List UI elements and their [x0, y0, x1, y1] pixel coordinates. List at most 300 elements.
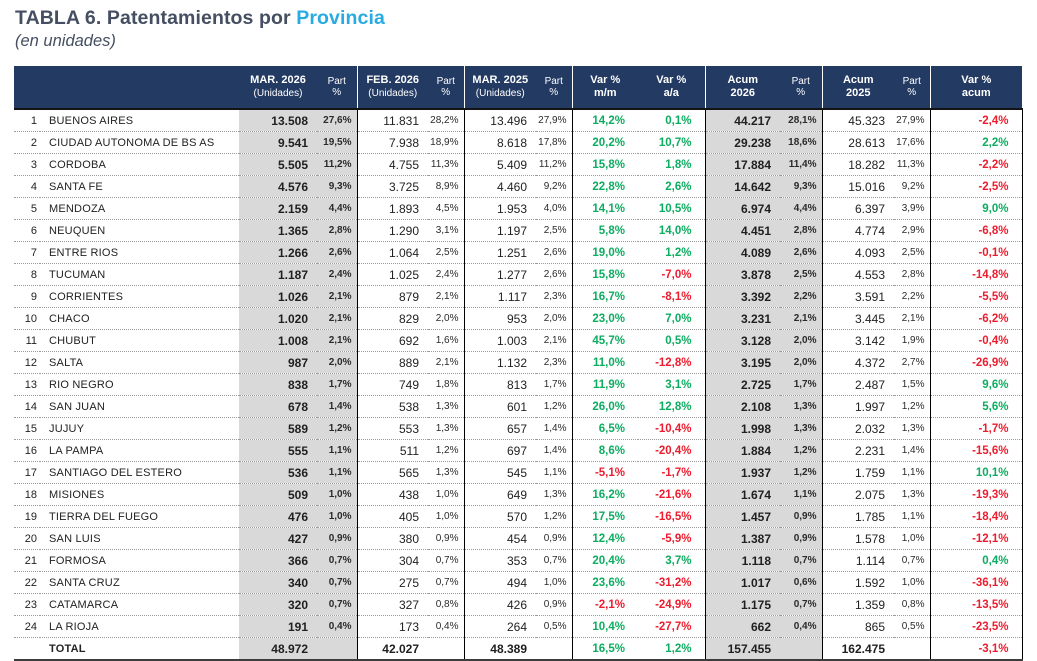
mar-2025-units: 454: [464, 528, 536, 550]
table-row: [14, 572, 1022, 594]
mar-2026-part: 1,7%: [317, 374, 357, 396]
mar-2026-part: 0,7%: [317, 572, 357, 594]
header-feb-2026-sublabel: (Unidades): [368, 88, 418, 99]
acum-2025-part: 27,9%: [896, 115, 925, 126]
feb-2026-part: 2,1%: [428, 286, 464, 308]
var-acum: -18,4%: [930, 506, 1022, 528]
mar-2025-part: [536, 638, 572, 661]
page-subtitle: (en unidades): [15, 32, 116, 50]
mar-2026-units: 1.020: [239, 308, 317, 330]
mar-2026-units: 4.576: [239, 176, 317, 198]
mar-2025-part: 1,2%: [536, 506, 572, 528]
acum-2026-units: 3.128: [705, 330, 780, 352]
feb-2026-part: 4,5%: [428, 198, 464, 220]
var-mm: -5,1%: [572, 462, 638, 484]
feb-2026-units: 438: [357, 484, 428, 506]
feb-2026-units: 275: [357, 572, 428, 594]
acum-2026-part: 28,1%: [780, 109, 822, 132]
mar-2025-part: 0,7%: [536, 550, 572, 572]
feb-2026-part: 1,6%: [428, 330, 464, 352]
acum-2026-units: 1.998: [705, 418, 780, 440]
row-number: 9: [14, 286, 40, 308]
var-acum: -2,4%: [930, 109, 1022, 132]
mar-2025-units: 13.496: [464, 109, 536, 132]
mar-2026-units: 13.508: [239, 109, 317, 132]
row-number: 5: [14, 198, 40, 220]
mar-2025-part: 1,4%: [536, 418, 572, 440]
var-aa: 14,0%: [638, 220, 705, 242]
acum-2025-units: 28.613: [822, 132, 894, 154]
province-name: CORRIENTES: [40, 286, 239, 308]
table-row: [14, 594, 1022, 616]
row-number: 20: [14, 528, 40, 550]
var-aa: -24,9%: [638, 594, 705, 616]
var-mm: 6,5%: [572, 418, 638, 440]
acum-2025-units: 865: [822, 616, 894, 638]
feb-2026-part: 1,3%: [428, 418, 464, 440]
row-number: 19: [14, 506, 40, 528]
var-mm: 5,8%: [572, 220, 638, 242]
mar-2025-units: 1.003: [464, 330, 536, 352]
acum-2025-units: 1.997: [822, 396, 894, 418]
var-aa: -16,5%: [638, 506, 705, 528]
table-row: [14, 550, 1022, 572]
var-mm: 20,2%: [572, 132, 638, 154]
var-acum: -3,1%: [930, 638, 1022, 661]
acum-2026-units: 14.642: [705, 176, 780, 198]
var-acum: -6,8%: [930, 220, 1022, 242]
mar-2026-units: 1.266: [239, 242, 317, 264]
var-mm: 16,2%: [572, 484, 638, 506]
var-mm: 20,4%: [572, 550, 638, 572]
header-part-feb-2026: Part %: [428, 66, 464, 109]
province-name: CHUBUT: [40, 330, 239, 352]
mar-2025-part: 11,2%: [536, 154, 572, 176]
acum-2026-part: 0,7%: [780, 550, 822, 572]
mar-2026-part: 1,0%: [317, 484, 357, 506]
acum-2026-part: 2,6%: [780, 242, 822, 264]
var-aa: 1,8%: [638, 154, 705, 176]
table-row: [14, 440, 1022, 462]
acum-2025-part: 1,5%: [894, 374, 930, 396]
mar-2025-units: 657: [464, 418, 536, 440]
acum-2026-units: 2.725: [705, 374, 780, 396]
var-aa: 7,0%: [638, 308, 705, 330]
mar-2025-units: 48.389: [464, 638, 536, 661]
acum-2025-part: 2,2%: [894, 286, 930, 308]
var-mm: 16,7%: [572, 286, 638, 308]
row-number: [14, 638, 40, 661]
table-header: [14, 66, 1022, 109]
header-feb-2026-label: FEB. 2026: [366, 74, 420, 86]
acum-2026-part: 0,9%: [780, 528, 822, 550]
feb-2026-part: 18,9%: [428, 132, 464, 154]
acum-2025-part: 1,3%: [894, 484, 930, 506]
feb-2026-units: 511: [357, 440, 428, 462]
mar-2025-units: 1.251: [464, 242, 536, 264]
province-name: CATAMARCA: [40, 594, 239, 616]
mar-2026-part: 2,8%: [317, 220, 357, 242]
mar-2026-units: 987: [239, 352, 317, 374]
table-body: [14, 109, 1022, 660]
acum-2026-units: 1.457: [705, 506, 780, 528]
acum-2025-units: 1.114: [822, 550, 894, 572]
header-acum-2025: Acum 2025: [822, 66, 894, 109]
acum-2026-part: 2,0%: [780, 352, 822, 374]
header-part-acum-2025: Part %: [894, 66, 930, 109]
header-var-aa: Var % a/a: [638, 66, 705, 109]
var-acum: 5,6%: [930, 396, 1022, 418]
table-row: [14, 286, 1022, 308]
feb-2026-part: 28,2%: [430, 115, 459, 126]
mar-2026-part: 1,4%: [317, 396, 357, 418]
mar-2026-part: 2,6%: [317, 242, 357, 264]
var-aa: -31,2%: [638, 572, 705, 594]
acum-2026-units: 4.451: [705, 220, 780, 242]
mar-2026-part: 27,6%: [317, 109, 357, 132]
province-name: SANTA FE: [40, 176, 239, 198]
mar-2026-units: 366: [239, 550, 317, 572]
mar-2025-units: 1.132: [464, 352, 536, 374]
acum-2025-units: 6.397: [822, 198, 894, 220]
mar-2025-units: 353: [464, 550, 536, 572]
acum-2025-units: 1.578: [822, 528, 894, 550]
mar-2026-part: 4,4%: [317, 198, 357, 220]
mar-2025-units: 8.618: [464, 132, 536, 154]
mar-2026-units: 1.008: [239, 330, 317, 352]
acum-2026-units: 1.884: [705, 440, 780, 462]
acum-2025-part: 1,3%: [894, 418, 930, 440]
var-mm: 14,1%: [572, 198, 638, 220]
mar-2026-units: 476: [239, 506, 317, 528]
mar-2025-part: 17,8%: [536, 132, 572, 154]
table-row: [14, 176, 1022, 198]
acum-2026-units: 17.884: [705, 154, 780, 176]
acum-2026-units: 3.195: [705, 352, 780, 374]
var-acum: -1,7%: [930, 418, 1022, 440]
acum-2025-units: 15.016: [822, 176, 894, 198]
var-acum: -6,2%: [930, 308, 1022, 330]
table-row: [14, 198, 1022, 220]
mar-2025-units: 813: [464, 374, 536, 396]
var-aa: -20,4%: [638, 440, 705, 462]
var-aa: 0,1%: [665, 114, 692, 127]
var-mm: 45,7%: [572, 330, 638, 352]
header-part-mar-2026: Part %: [317, 66, 357, 109]
mar-2025-part: 27,9%: [538, 115, 567, 126]
mar-2026-part: 2,1%: [317, 330, 357, 352]
province-name: CORDOBA: [40, 154, 239, 176]
province-name: ENTRE RIOS: [40, 242, 239, 264]
mar-2026-part: 9,3%: [317, 176, 357, 198]
mar-2026-units: 1.026: [239, 286, 317, 308]
mar-2026-units: 1.187: [239, 264, 317, 286]
var-aa: 12,8%: [638, 396, 705, 418]
mar-2026-units: 191: [239, 616, 317, 638]
page-title-main: TABLA 6. Patentamientos por: [15, 7, 297, 29]
feb-2026-part: 1,2%: [428, 440, 464, 462]
province-name: CHACO: [40, 308, 239, 330]
var-acum: -15,6%: [930, 440, 1022, 462]
acum-2025-part: 9,2%: [894, 176, 930, 198]
var-aa: -8,1%: [638, 286, 705, 308]
mar-2025-part: 1,7%: [536, 374, 572, 396]
header-var-mm: Var % m/m: [572, 66, 638, 109]
mar-2026-part: 0,9%: [317, 528, 357, 550]
acum-2025-part: 1,9%: [894, 330, 930, 352]
acum-2025-part: 2,1%: [894, 308, 930, 330]
var-acum: -13,5%: [930, 594, 1022, 616]
header-part-acum-2026: Part %: [780, 66, 822, 109]
mar-2026-part: 2,1%: [317, 308, 357, 330]
feb-2026-units: 173: [357, 616, 428, 638]
row-number: 12: [14, 352, 40, 374]
acum-2025-units: 45.323: [822, 109, 894, 132]
acum-2026-units: 1.175: [705, 594, 780, 616]
acum-2026-part: 1,2%: [780, 462, 822, 484]
var-acum: -0,1%: [930, 242, 1022, 264]
acum-2025-part: 1,1%: [894, 506, 930, 528]
mar-2025-part: 0,9%: [536, 594, 572, 616]
acum-2026-part: 4,4%: [780, 198, 822, 220]
acum-2026-units: 4.089: [705, 242, 780, 264]
feb-2026-part: 0,7%: [428, 572, 464, 594]
var-mm: 8,6%: [572, 440, 638, 462]
feb-2026-units: 4.755: [357, 154, 428, 176]
acum-2026-part: 9,3%: [780, 176, 822, 198]
row-number: 13: [14, 374, 40, 396]
feb-2026-units: 327: [357, 594, 428, 616]
acum-2025-part: 2,9%: [894, 220, 930, 242]
acum-2025-part: 2,5%: [894, 242, 930, 264]
province-name: MISIONES: [40, 484, 239, 506]
acum-2026-units: 1.937: [705, 462, 780, 484]
mar-2025-units: 953: [464, 308, 536, 330]
province-name: MENDOZA: [40, 198, 239, 220]
acum-2026-units: 3.392: [705, 286, 780, 308]
table-row: [14, 154, 1022, 176]
acum-2026-part: 2,0%: [780, 330, 822, 352]
province-name: JUJUY: [40, 418, 239, 440]
acum-2025-units: 4.774: [822, 220, 894, 242]
feb-2026-part: 0,8%: [428, 594, 464, 616]
acum-2026-units: 1.017: [705, 572, 780, 594]
mar-2025-units: 601: [464, 396, 536, 418]
row-number: 15: [14, 418, 40, 440]
feb-2026-units: 304: [357, 550, 428, 572]
acum-2025-part: 1,0%: [894, 528, 930, 550]
row-number: 16: [14, 440, 40, 462]
mar-2026-units: 589: [239, 418, 317, 440]
mar-2026-part: 2,1%: [317, 286, 357, 308]
acum-2025-part: 1,1%: [894, 462, 930, 484]
acum-2026-part: 2,8%: [780, 220, 822, 242]
acum-2026-part: 1,2%: [780, 440, 822, 462]
province-name: SANTA CRUZ: [40, 572, 239, 594]
table-row: [14, 308, 1022, 330]
feb-2026-part: 0,7%: [428, 550, 464, 572]
feb-2026-part: 11,3%: [428, 154, 464, 176]
row-number: 11: [14, 330, 40, 352]
table-row: [14, 330, 1022, 352]
feb-2026-part: 1,8%: [428, 374, 464, 396]
mar-2025-part: 1,2%: [536, 396, 572, 418]
var-mm: 14,2%: [572, 109, 638, 132]
acum-2025-part: 11,3%: [894, 154, 930, 176]
acum-2025-units: 2.231: [822, 440, 894, 462]
feb-2026-part: 1,0%: [428, 506, 464, 528]
header-mar-2025-sublabel: (Unidades): [475, 88, 525, 99]
feb-2026-part: 0,4%: [428, 616, 464, 638]
acum-2026-part: 0,9%: [780, 506, 822, 528]
mar-2026-units: 320: [239, 594, 317, 616]
mar-2025-part: 2,5%: [536, 220, 572, 242]
province-name: BUENOS AIRES: [49, 114, 134, 127]
mar-2026-units: 838: [239, 374, 317, 396]
table-row: [14, 484, 1022, 506]
mar-2026-part: 19,5%: [317, 132, 357, 154]
mar-2026-units: 340: [239, 572, 317, 594]
table-row: [14, 220, 1022, 242]
mar-2026-units: 509: [239, 484, 317, 506]
mar-2025-part: 2,3%: [536, 352, 572, 374]
mar-2025-units: 1.953: [464, 198, 536, 220]
feb-2026-units: 42.027: [357, 638, 428, 661]
var-acum: -26,9%: [930, 352, 1022, 374]
mar-2026-part: [317, 638, 357, 661]
mar-2025-part: 2,0%: [536, 308, 572, 330]
mar-2025-part: 2,3%: [536, 286, 572, 308]
mar-2026-units: 9.541: [239, 132, 317, 154]
var-acum: -12,1%: [930, 528, 1022, 550]
province-name: FORMOSA: [40, 550, 239, 572]
acum-2026-part: 0,6%: [780, 572, 822, 594]
header-acum-2026: Acum 2026: [705, 66, 780, 109]
table-row: [14, 242, 1022, 264]
feb-2026-units: 692: [357, 330, 428, 352]
feb-2026-units: 405: [357, 506, 428, 528]
var-aa: 1,2%: [638, 242, 705, 264]
mar-2026-part: 2,0%: [317, 352, 357, 374]
province-name: TUCUMAN: [40, 264, 239, 286]
province-name: LA RIOJA: [40, 616, 239, 638]
var-mm: -2,1%: [572, 594, 638, 616]
mar-2026-part: 0,4%: [317, 616, 357, 638]
table-row: [14, 616, 1022, 638]
mar-2026-units: 2.159: [239, 198, 317, 220]
var-acum: 10,1%: [930, 462, 1022, 484]
mar-2025-units: 545: [464, 462, 536, 484]
acum-2025-units: 3.591: [822, 286, 894, 308]
acum-2026-part: 1,3%: [780, 418, 822, 440]
mar-2025-part: 0,5%: [536, 616, 572, 638]
mar-2025-units: 426: [464, 594, 536, 616]
mar-2025-part: 1,4%: [536, 440, 572, 462]
acum-2026-part: 2,5%: [780, 264, 822, 286]
acum-2025-units: 2.075: [822, 484, 894, 506]
acum-2026-part: 0,4%: [780, 616, 822, 638]
var-mm: 17,5%: [572, 506, 638, 528]
row-number: 3: [14, 154, 40, 176]
var-acum: -23,5%: [930, 616, 1022, 638]
feb-2026-part: 2,0%: [428, 308, 464, 330]
acum-2025-units: 1.785: [822, 506, 894, 528]
feb-2026-units: 1.893: [357, 198, 428, 220]
header-mar-2026-sublabel: (Unidades): [253, 88, 303, 99]
mar-2025-part: 2,6%: [536, 242, 572, 264]
mar-2025-part: 2,1%: [536, 330, 572, 352]
header-feb-2026: [357, 66, 428, 109]
province-name: SALTA: [40, 352, 239, 374]
acum-2025-units: 3.142: [822, 330, 894, 352]
mar-2025-units: 5.409: [464, 154, 536, 176]
mar-2026-units: 5.505: [239, 154, 317, 176]
table-row: [14, 109, 1022, 132]
acum-2026-units: 29.238: [705, 132, 780, 154]
acum-2026-units: 6.974: [705, 198, 780, 220]
row-number: 23: [14, 594, 40, 616]
row-number: 6: [14, 220, 40, 242]
mar-2025-part: 1,1%: [536, 462, 572, 484]
row-number: 21: [14, 550, 40, 572]
feb-2026-units: 1.064: [357, 242, 428, 264]
header-empty-cell: [14, 66, 239, 109]
feb-2026-part: 0,9%: [428, 528, 464, 550]
feb-2026-units: 7.938: [357, 132, 428, 154]
var-aa: -10,4%: [638, 418, 705, 440]
header-mar-2026-label: MAR. 2026: [250, 74, 306, 86]
feb-2026-units: 11.831: [357, 109, 428, 132]
var-mm: 16,5%: [572, 638, 638, 661]
acum-2025-part: 2,7%: [894, 352, 930, 374]
var-acum: 0,4%: [930, 550, 1022, 572]
mar-2025-units: 494: [464, 572, 536, 594]
feb-2026-units: 889: [357, 352, 428, 374]
acum-2026-part: 18,6%: [780, 132, 822, 154]
mar-2025-part: 1,0%: [536, 572, 572, 594]
row-number: 7: [14, 242, 40, 264]
row-number: 4: [14, 176, 40, 198]
var-aa: -1,7%: [638, 462, 705, 484]
var-aa: -7,0%: [638, 264, 705, 286]
acum-2026-units: 1.387: [705, 528, 780, 550]
table-row: [14, 396, 1022, 418]
var-aa: 2,6%: [638, 176, 705, 198]
province-name: LA PAMPA: [40, 440, 239, 462]
mar-2026-part: 1,0%: [317, 506, 357, 528]
var-acum: -5,5%: [930, 286, 1022, 308]
table-row: [14, 132, 1022, 154]
mar-2026-units: 427: [239, 528, 317, 550]
var-aa: 3,1%: [638, 374, 705, 396]
row-number: 14: [14, 396, 40, 418]
mar-2026-units: 678: [239, 396, 317, 418]
acum-2025-units: 4.553: [822, 264, 894, 286]
feb-2026-part: 2,5%: [428, 242, 464, 264]
acum-2026-units: 3.878: [705, 264, 780, 286]
feb-2026-units: 1.290: [357, 220, 428, 242]
acum-2025-part: 1,4%: [894, 440, 930, 462]
mar-2025-units: 264: [464, 616, 536, 638]
var-aa: -27,7%: [638, 616, 705, 638]
feb-2026-units: 1.025: [357, 264, 428, 286]
feb-2026-units: 879: [357, 286, 428, 308]
mar-2025-units: 4.460: [464, 176, 536, 198]
acum-2026-part: [780, 638, 822, 661]
header-mar-2026: [239, 66, 317, 109]
province-name: TOTAL: [40, 638, 239, 661]
mar-2026-units: 48.972: [239, 638, 317, 661]
